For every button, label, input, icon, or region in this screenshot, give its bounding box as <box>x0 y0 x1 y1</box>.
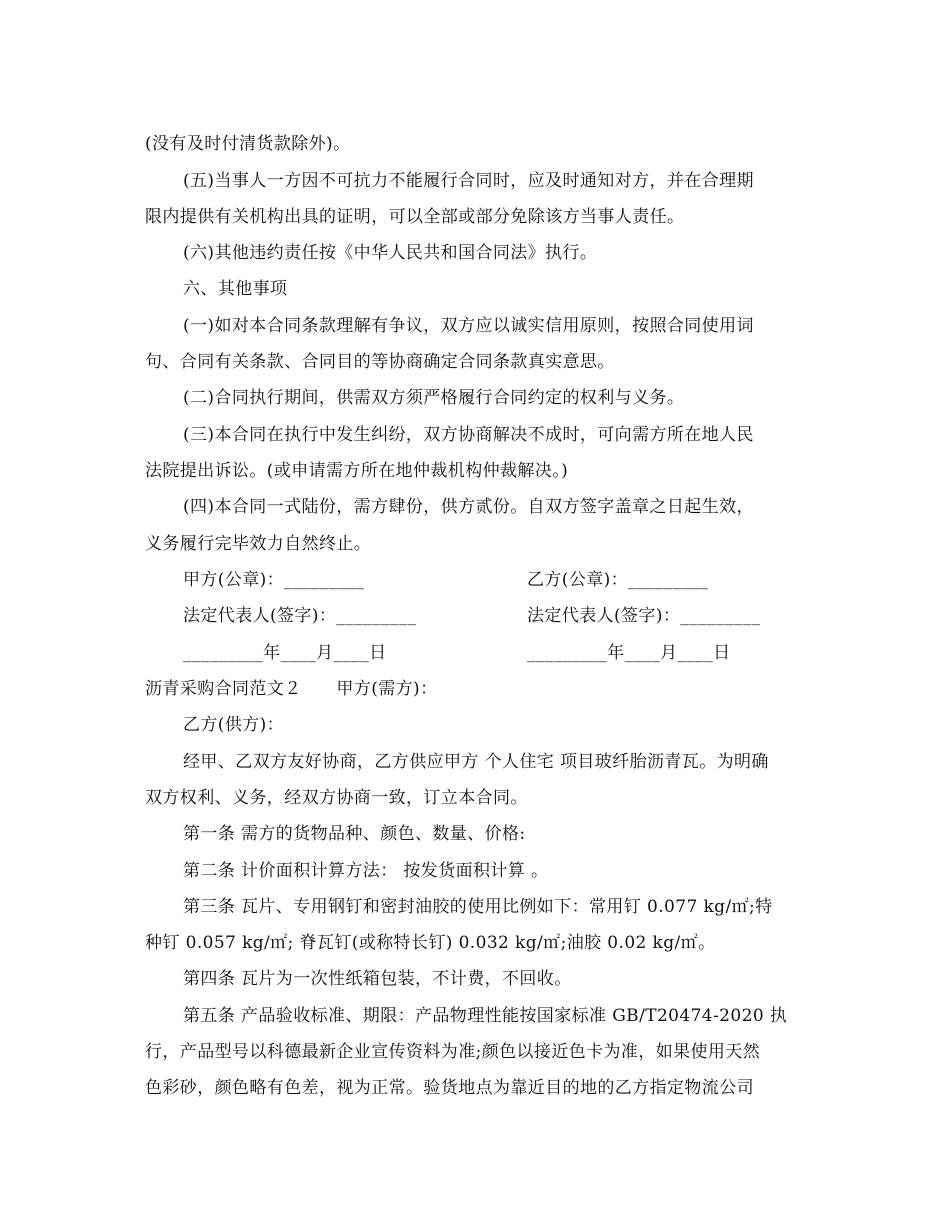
party-a-date: _________年____月____日 <box>183 643 387 663</box>
paragraph-line: (没有及时付清货款除外)。 <box>145 134 351 154</box>
article-line: 第五条 产品验收标准、期限：产品物理性能按国家标准 GB/T20474-2020 执 <box>183 1006 788 1026</box>
paragraph-line: 经甲、乙双方友好协商，乙方供应甲方 个人住宅 项目玻纤胎沥青瓦。为明确 <box>183 752 769 772</box>
paragraph-line: (四)本合同一式陆份，需方肆份，供方贰份。自双方签字盖章之日起生效， <box>183 497 754 517</box>
party-a-seal: 甲方(公章)：_________ <box>183 570 365 590</box>
paragraph-line: 行，产品型号以科德最新企业宣传资料为准;颜色以接近色卡为准，如果使用天然 <box>145 1042 761 1062</box>
article-line: 第一条 需方的货物品种、颜色、数量、价格: <box>183 824 526 844</box>
paragraph-line: 句、合同有关条款、合同目的等协商确定合同条款真实意思。 <box>145 352 615 372</box>
paragraph-line: (三)本合同在执行中发生纠纷，双方协商解决不成时，可向需方所在地人民 <box>183 425 754 445</box>
party-b-representative: 法定代表人(签字)：_________ <box>527 606 761 626</box>
article-line: 第二条 计价面积计算方法： 按发货面积计算 。 <box>183 861 549 881</box>
article-line: 第四条 瓦片为一次性纸箱包装，不计费，不回收。 <box>183 969 572 989</box>
paragraph-line: 乙方(供方)： <box>183 715 285 735</box>
paragraph-line: 义务履行完毕效力自然终止。 <box>145 534 372 554</box>
paragraph-line: 法院提出诉讼。(或申请需方所在地仲裁机构仲裁解决。) <box>145 461 569 481</box>
contract-title-line: 沥青采购合同范文２ 甲方(需方)： <box>145 679 438 699</box>
article-line: 第三条 瓦片、专用钢钉和密封油胶的使用比例如下：常用钉 0.077 kg/㎡;特 <box>183 897 773 917</box>
party-a-representative: 法定代表人(签字)：_________ <box>183 606 417 626</box>
paragraph-line: (六)其他违约责任按《中华人民共和国合同法》执行。 <box>183 243 598 263</box>
paragraph-line: (一)如对本合同条款理解有争议，双方应以诚实信用原则，按照合同使用词 <box>183 316 754 336</box>
paragraph-line: 限内提供有关机构出具的证明，可以全部或部分免除该方当事人责任。 <box>145 207 685 227</box>
section-heading: 六、其他事项 <box>183 279 288 299</box>
party-b-seal: 乙方(公章)：_________ <box>527 570 709 590</box>
paragraph-line: (五)当事人一方因不可抗力不能履行合同时，应及时通知对方，并在合理期 <box>183 171 754 191</box>
paragraph-line: (二)合同执行期间，供需双方须严格履行合同约定的权利与义务。 <box>183 388 685 408</box>
paragraph-line: 色彩砂，颜色略有色差，视为正常。验货地点为靠近目的地的乙方指定物流公司 <box>145 1078 754 1098</box>
paragraph-line: 双方权利、义务，经双方协商一致，订立本合同。 <box>145 788 528 808</box>
party-b-date: _________年____月____日 <box>527 643 731 663</box>
paragraph-line: 种钉 0.057 kg/㎡; 脊瓦钉(或称特长钉) 0.032 kg/㎡;油胶 0.02 kg/㎡。 <box>145 933 716 953</box>
